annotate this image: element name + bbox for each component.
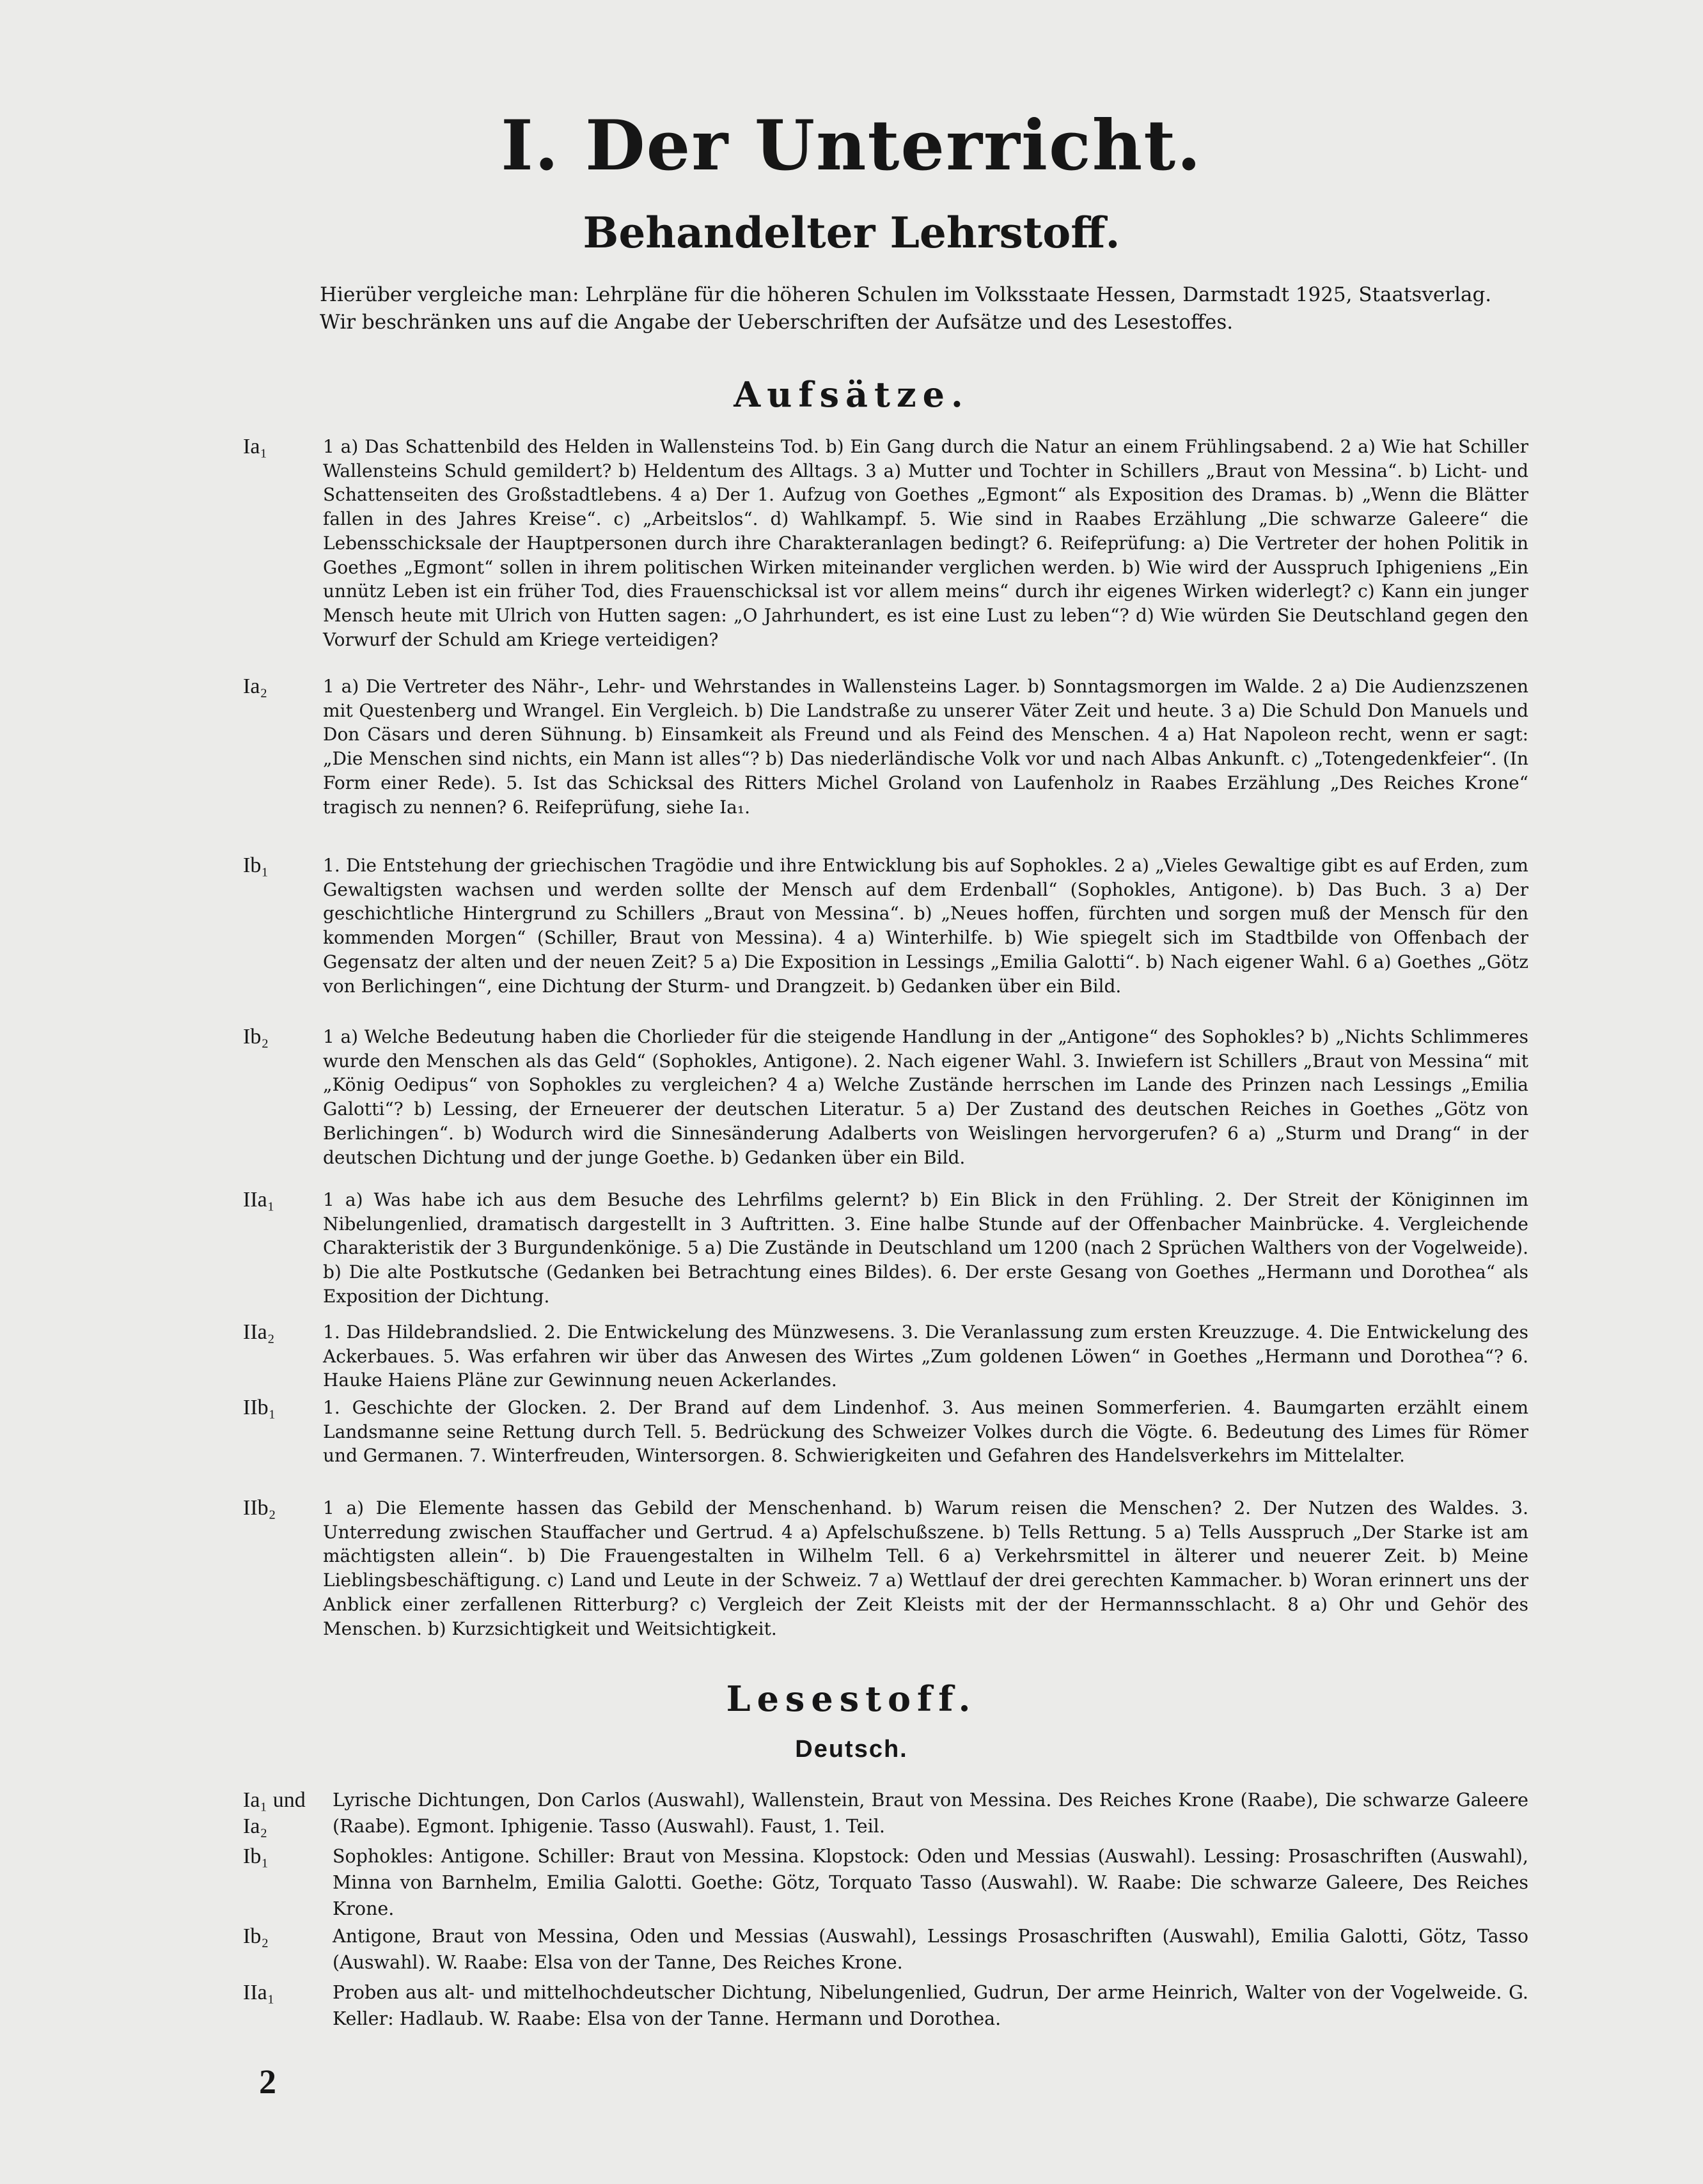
essay-entry [243,1396,1528,1468]
class-label: IIa₁ [243,1188,275,1212]
class-label: Ia₂ [243,675,268,698]
reading-entry [243,1923,1528,1976]
reading-text: Sophokles: Antigone. Schiller: Braut von Messina. Klopstock: Oden und Messias (Auswahl). Lessing: Prosaschriften (Auswahl), Minna von Barnhelm, Emilia Galotti. Goethe: Götz, Torquato Tasso (Auswahl). W. Raabe: Die schwarze Galeere, Des Reiches Krone. [333,1846,1528,1919]
intro-line: Hierüber vergleiche man: Lehrpläne für die höheren Schulen im Volksstaate Hessen, Darmstadt 1925, Staatsverlag. [320,283,1492,306]
page-number: 2 [259,2063,276,2101]
reading-text: Proben aus alt- und mittelhochdeutscher Dichtung, Nibelungenlied, Gudrun, Der arme Heinrich, Walter von der Vogelweide. G. Keller: Hadlaub. W. Raabe: Elsa von der Tanne. Hermann und Dorothea. [333,1982,1528,2029]
intro-line: Wir beschränken uns auf die Angabe der Ueberschriften der Aufsätze und des Lesestoffes. [320,311,1234,334]
class-label: IIa₁ [243,1981,275,2004]
essay-entry [243,675,1528,819]
essay-text: 1 a) Was habe ich aus dem Besuche des Lehrfilms gelernt? b) Ein Blick in den Frühling. 2. Der Streit der Königinnen im Nibelungenlied, dramatisch dargestellt in 3 Auftritten. 3. Eine halbe Stunde auf der Offenbacher Mainbrücke. 4. Vergleichende Charakteristik der 3 Burgundenkönige. 5 a) Die Zustände in Deutschland um 1200 (nach 2 Sprüchen Walthers von der Vogelweide). b) Die alte Postkutsche (Gedanken bei Betrachtung eines Bildes). 6. Der erste Gesang von Goethes „Hermann und Dorothea“ als Exposition der Dichtung. [323,1189,1528,1307]
page-title: I. Der Unterricht. [501,105,1202,186]
class-label: Ia₁ und Ia₂ [243,1788,306,1838]
class-label: IIa₂ [243,1320,275,1344]
essay-text: 1 a) Welche Bedeutung haben die Chorlieder für die steigende Handlung in der „Antigone“ des Sophokles? b) „Nichts Schlimmeres wurde den Menschen als das Geld“ (Sophokles, Antigone). 2. Nach eigener Wahl. 3. Inwiefern ist Schillers „Braut von Messina“ mit „König Oedipus“ von Sophokles zu vergleichen? 4 a) Welche Zustände herrschen im Lande des Prinzen nach Lessings „Emilia Galotti“? b) Lessing, der Erneuerer der deutschen Literatur. 5 a) Der Zustand des deutschen Reiches in Goethes „Götz von Berlichingen“. b) Wodurch wird die Sinnesänderung Adalberts von Weislingen hervorgerufen? 6 a) „Sturm und Drang“ in der deutschen Dichtung und der junge Goethe. b) Gedanken über ein Bild. [323,1026,1528,1168]
essay-text: 1 a) Das Schattenbild des Helden in Wallensteins Tod. b) Ein Gang durch die Natur an einem Frühlingsabend. 2 a) Wie hat Schiller Wallensteins Schuld gemildert? b) Heldentum des Alltags. 3 a) Mutter und Tochter in Schillers „Braut von Messina“. b) Licht- und Schattenseiten des Großstadtlebens. 4 a) Der 1. Aufzug von Goethes „Egmont“ als Exposition des Dramas. b) „Wenn die Blätter fallen in des Jahres Kreise“. c) „Arbeitslos“. d) Wahlkampf. 5. Wie sind in Raabes Erzählung „Die schwarze Galeere“ die Lebensschicksale der Hauptpersonen durch ihre Charakteranlagen bedingt? 6. Reifeprüfung: a) Die Vertreter der hohen Politik in Goethes „Egmont“ sollen in ihrem politischen Wirken miteinander verglichen werden. b) Wie wird der Ausspruch Iphigeniens „Ein unnütz Leben ist ein früher Tod, dies Frauenschicksal ist vor allem meins“ durch ihr eigenes Wirken widerlegt? c) Kann ein junger Mensch heute mit Ulrich von Hutten sagen: „O Jahrhundert, es ist eine Lust zu leben“? d) Wie würden Sie Deutschland gegen den Vorwurf der Schuld am Kriege verteidigen? [323,436,1528,650]
intro-text [320,281,1528,336]
class-label: Ib₂ [243,1025,269,1049]
essay-text: 1. Das Hildebrandslied. 2. Die Entwickelung des Münzwesens. 3. Die Veranlassung zum ersten Kreuzzuge. 4. Die Entwickelung des Ackerbaues. 5. Was erfahren wir über das Anwesen des Wirtes „Zum goldenen Löwen“ in Goethes „Hermann und Dorothea“? 6. Hauke Haiens Pläne zur Gewinnung neuen Ackerlandes. [323,1322,1528,1391]
essay-entry [243,435,1528,651]
section-title-aufsaetze: Aufsätze. [734,374,969,415]
class-label: Ia₁ [243,435,268,458]
essay-text: 1 a) Die Vertreter des Nähr-, Lehr- und Wehrstandes in Wallensteins Lager. b) Sonntagsmorgen im Walde. 2 a) Die Audienzszenen mit Questenberg und Wrangel. Ein Vergleich. b) Die Landstraße zu unserer Väter Zeit und heute. 3 a) Die Schuld Don Manuels und Don Cäsars und deren Sühnung. b) Einsamkeit als Freund und als Feind des Menschen. 4 a) Hat Napoleon recht, wenn er sagt: „Die Menschen sind nichts, ein Mann ist alles“? b) Das niederländische Volk vor und nach Albas Ankunft. c) „Totengedenkfeier“. (In Form einer Rede). 5. Ist das Schicksal des Ritters Michel Groland von Laufenholz in Raabes Erzählung „Des Reiches Krone“ tragisch zu nennen? 6. Reifeprüfung, siehe Ia₁. [323,676,1528,818]
essay-entry [243,1188,1528,1309]
class-label: Ib₂ [243,1924,269,1948]
reading-text: Antigone, Braut von Messina, Oden und Messias (Auswahl), Lessings Prosaschriften (Auswahl), Emilia Galotti, Götz, Tasso (Auswahl). W. Raabe: Elsa von der Tanne, Des Reiches Krone. [333,1926,1528,1973]
page-subtitle: Behandelter Lehrstoff. [583,208,1120,258]
essay-entry [243,1025,1528,1169]
reading-entry [243,1843,1528,1922]
essay-entry [243,1320,1528,1392]
reading-text: Lyrische Dichtungen, Don Carlos (Auswahl), Wallenstein, Braut von Messina. Des Reiches Krone (Raabe), Die schwarze Galeere (Raabe). Egmont. Iphigenie. Tasso (Auswahl). Faust, 1. Teil. [333,1790,1528,1837]
class-label: IIb₂ [243,1496,276,1520]
class-label: IIb₁ [243,1396,276,1419]
class-label: Ib₁ [243,854,269,877]
essay-entry [243,1496,1528,1641]
essay-text: 1. Die Entstehung der griechischen Tragödie und ihre Entwicklung bis auf Sophokles. 2 a) „Vieles Gewaltige gibt es auf Erden, zum Gewaltigsten wachsen und werden sollte der Mensch auf dem Erdenball“ (Sophokles, Antigone). b) Das Buch. 3 a) Der geschichtliche Hintergrund zu Schillers „Braut von Messina“. b) „Neues hoffen, fürchten und sorgen muß der Mensch für den kommenden Morgen“ (Schiller, Braut von Messina). 4 a) Winterhilfe. b) Wie spiegelt sich im Stadtbilde von Offenbach der Gegensatz der alten und der neuen Zeit? 5 a) Die Exposition in Lessings „Emilia Galotti“. b) Nach eigener Wahl. 6 a) Goethes „Götz von Berlichingen“, eine Dichtung der Sturm- und Drangzeit. b) Gedanken über ein Bild. [323,855,1528,997]
section-title-lesestoff: Lesestoff. [726,1678,977,1719]
essay-text: 1. Geschichte der Glocken. 2. Der Brand auf dem Lindenhof. 3. Aus meinen Sommerferien. 4. Baumgarten erzählt einem Landsmanne seine Rettung durch Tell. 5. Bedrückung des Schweizer Volkes durch die Vögte. 6. Bedeutung des Limes für Römer und Germanen. 7. Winterfreuden, Wintersorgen. 8. Schwierigkeiten und Gefahren des Handelsverkehrs im Mittelalter. [323,1397,1528,1467]
essay-text: 1 a) Die Elemente hassen das Gebild der Menschenhand. b) Warum reisen die Menschen? 2. Der Nutzen des Waldes. 3. Unterredung zwischen Stauffacher und Gertrud. 4 a) Apfelschußszene. b) Tells Rettung. 5 a) Tells Ausspruch „Der Starke ist am mächtigsten allein“. b) Die Frauengestalten in Wilhelm Tell. 6 a) Verkehrsmittel in älterer und neuerer Zeit. b) Meine Lieblingsbeschäftigung. c) Land und Leute in der Schweiz. 7 a) Wettlauf der drei gerechten Kammacher. b) Woran erinnert uns der Anblick einer zerfallenen Ritterburg? c) Vergleich der Zeit Kleists mit der der Hermannsschlacht. 8 a) Ohr und Gehör des Menschen. b) Kurzsichtigkeit und Weitsichtigkeit. [323,1497,1528,1639]
class-label: Ib₁ [243,1845,269,1868]
essay-entry [243,854,1528,998]
reading-entry [243,1787,1528,1839]
reading-entry [243,1979,1528,2032]
subsection-title-deutsch: Deutsch. [795,1736,908,1763]
